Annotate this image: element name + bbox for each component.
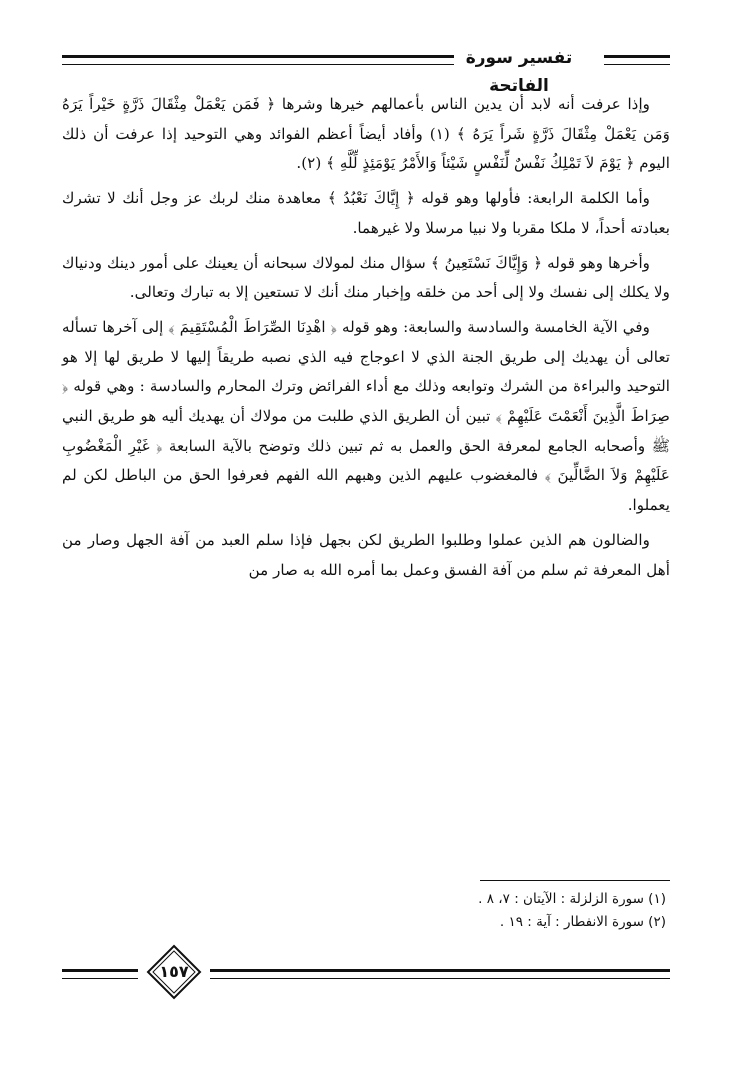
running-header	[62, 44, 670, 96]
paragraph: وفي الآية الخامسة والسادسة والسابعة: وهو قوله ﴿ اهْدِنَا الصِّرَاطَ الْمُسْتَقِيمَ ﴾ إلى آخرها تسأله تعالى أن يهديك إلى طريق الجنة الذي لا اعوجاج فيه الذي نصبه طريقاً إليها لا طريق لها إلا هو التوحيد والبراءة من الشرك وتوابعه وذلك مع أداء الفرائض وترك المحارم والسادسة : وهي قوله ﴿ صِرَاطَ الَّذِينَ أَنْعَمْتَ عَلَيْهِمْ ﴾ تبين أن الطريق الذي طلبت من مولاك أن يهديك أليه هو طريق النبي ﷺ وأصحابه الجامع لمعرفة الحق والعمل به ثم تبين ذلك وتوضح بالآية السابعة ﴿ غَيْرِ الْمَغْضُوبِ عَلَيْهِمْ وَلاَ الضَّالِّينَ ﴾ فالمغضوب عليهم الذين وهبهم الله الفهم فعرفوا الحق من الباطل لكن لم يعملوا.	[62, 317, 670, 515]
page-number: ١٥٧	[159, 962, 189, 981]
header-rule-left	[62, 55, 454, 65]
footnote: (١) سورة الزلزلة : الآيتان : ٧، ٨ .	[478, 891, 666, 907]
body-text	[62, 90, 670, 590]
footnotes	[270, 888, 670, 934]
header-title: تفسير سورة الفاتحة	[465, 48, 573, 96]
footnote-separator	[480, 880, 670, 881]
paragraph: وإذا عرفت أنه لابد أن يدين الناس بأعمالهم خيرها وشرها ﴿ فَمَن يَعْمَلْ مِثْقَالَ ذَرَّةٍ خَيْراً يَرَهُ وَمَن يَعْمَلْ مِثْقَالَ ذَرَّةٍ شَراً يَرَهُ ﴾ (١) وأفاد أيضاً أعظم الفوائد وهي التوحيد إذا عرفت أن ذلك اليوم ﴿ يَوْمَ لاَ تَمْلِكُ نَفْسٌ لِّنَفْسٍ شَيْئاً وَالأَمْرُ يَوْمَئِذٍ لِّلَّهِ ﴾ (٢).	[62, 95, 670, 173]
footer-rule-left	[62, 969, 138, 979]
page-footer	[62, 940, 670, 1004]
paragraph: والضالون هم الذين عملوا وطلبوا الطريق لكن بجهل فإذا سلم العبد من آفة الجهل وصار من أهل المعرفة ثم سلم من آفة الفسق وعمل بما أمره الله به صار من	[62, 530, 670, 579]
footnote: (٢) سورة الانفطار : آية : ١٩ .	[499, 914, 666, 930]
paragraph: وأما الكلمة الرابعة: فأولها وهو قوله ﴿ إِيَّاكَ نَعْبُدُ ﴾ معاهدة منك لربك عز وجل أنك لا تشرك بعبادته أحداً، لا ملكا مقربا ولا نبيا مرسلا ولا غيرهما.	[62, 189, 670, 237]
footer-rule-right	[210, 969, 670, 979]
paragraph: وأخرها وهو قوله ﴿ وَإِيَّاكَ نَسْتَعِينُ ﴾ سؤال منك لمولاك سبحانه أن يعينك على أمور دينك ودنياك ولا يكلك إلى نفسك ولا إلى أحد من خلقه وإخبار منك أنك لا تستعين إلا به تبارك وتعالى.	[62, 253, 670, 302]
header-rule-right	[604, 55, 670, 65]
